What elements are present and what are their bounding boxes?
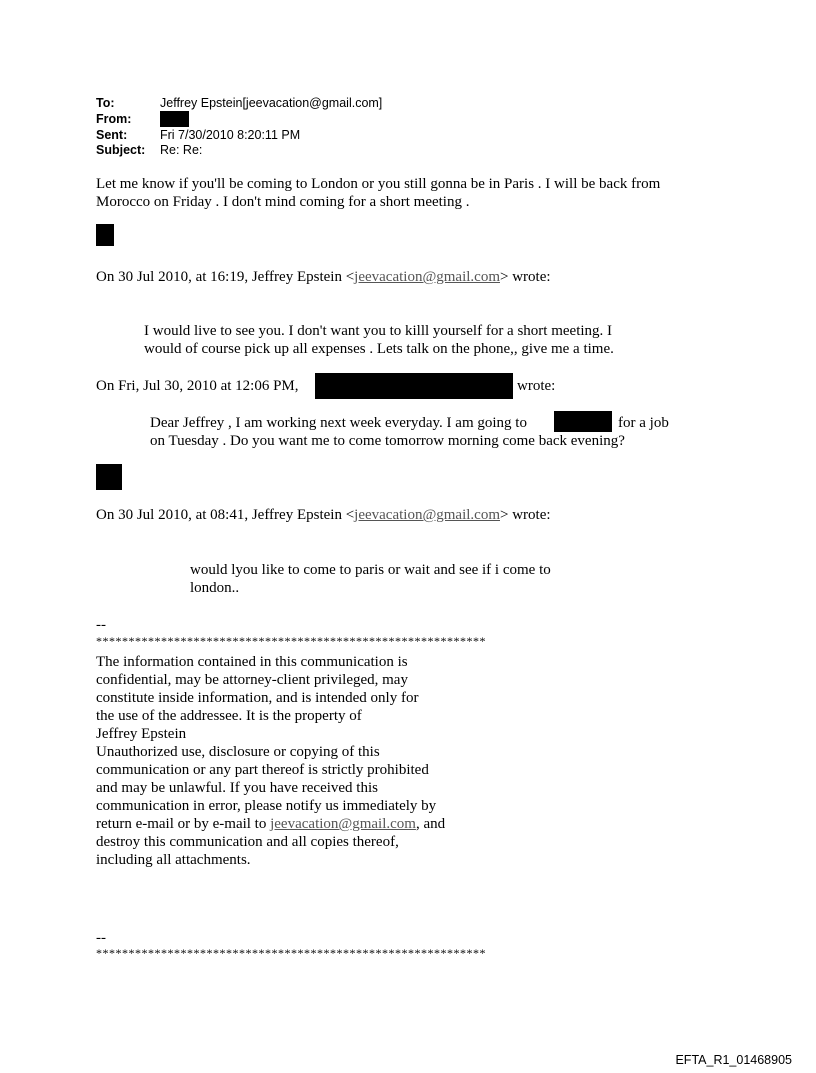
attribution-text: > wrote: [500,507,551,523]
attribution-text: > wrote: [500,269,551,285]
disclaimer-line: Unauthorized use, disclosure or copying of this [96,744,380,760]
to-value: Jeffrey Epstein[jeevacation@gmail.com] [160,96,383,110]
redaction-box [96,464,122,490]
email-link[interactable]: jeevacation@gmail.com [270,816,416,832]
disclaimer-line: communication or any part thereof is strictly prohibited [96,762,429,778]
disclaimer-line: the use of the addressee. It is the property of [96,708,362,724]
redaction-box [554,411,612,432]
quote-attribution: On Fri, Jul 30, 2010 at 12:06 PM, [96,378,299,394]
closing-dashes: -- [96,930,106,946]
closing-stars: ************************************************************ [96,946,486,960]
redaction-box [160,111,189,127]
quote-attribution [96,506,551,524]
quote-line: london.. [190,580,240,596]
from-label: From: [96,112,132,126]
attribution-text: On 30 Jul 2010, at 08:41, Jeffrey Epstein < [96,507,355,523]
quote-attribution [96,268,551,286]
quote-line: would lyou like to come to paris or wait and see if i come to [190,562,551,578]
message-line: Morocco on Friday . I don't mind coming for a short meeting . [96,194,470,210]
message-line: Let me know if you'll be coming to London or you still gonna be in Paris . I will be back from [96,176,661,192]
to-label: To: [96,96,115,110]
redaction-box [315,373,513,399]
separator-stars: ************************************************************ [96,634,486,648]
quote-line: I would live to see you. I don't want you to killl yourself for a short meeting. I [144,323,613,339]
subject-value: Re: Re: [160,143,203,157]
email-link[interactable]: jeevacation@gmail.com [354,269,500,285]
disclaimer-text: return e-mail or by e-mail to [96,816,271,832]
disclaimer-line: communication in error, please notify us immediately by [96,798,437,814]
sent-label: Sent: [96,128,128,142]
email-link[interactable]: jeevacation@gmail.com [354,507,500,523]
redaction-box [96,224,114,246]
disclaimer-line: Jeffrey Epstein [96,726,187,742]
sent-value: Fri 7/30/2010 8:20:11 PM [160,128,301,142]
disclaimer-line: destroy this communication and all copies thereof, [96,834,399,850]
quote-line: would of course pick up all expenses . Lets talk on the phone,, give me a time. [144,341,614,357]
subject-label: Subject: [96,143,146,157]
quote-line: Dear Jeffrey , I am working next week everyday. I am going to [150,415,527,431]
disclaimer-line: including all attachments. [96,852,251,868]
document-id: EFTA_R1_01468905 [675,1053,792,1067]
signature-dashes: -- [96,617,106,633]
quote-attribution: wrote: [517,378,556,394]
disclaimer-text: , and [415,816,446,832]
attribution-text: On 30 Jul 2010, at 16:19, Jeffrey Epstein < [96,269,355,285]
disclaimer-line: and may be unlawful. If you have received this [96,780,378,796]
disclaimer-line: confidential, may be attorney-client privileged, may [96,672,408,688]
disclaimer-line [96,815,445,833]
disclaimer-line: constitute inside information, and is intended only for [96,690,419,706]
quote-line: on Tuesday . Do you want me to come tomorrow morning come back evening? [150,433,625,449]
disclaimer-line: The information contained in this communication is [96,654,408,670]
quote-line: for a job [618,415,669,431]
